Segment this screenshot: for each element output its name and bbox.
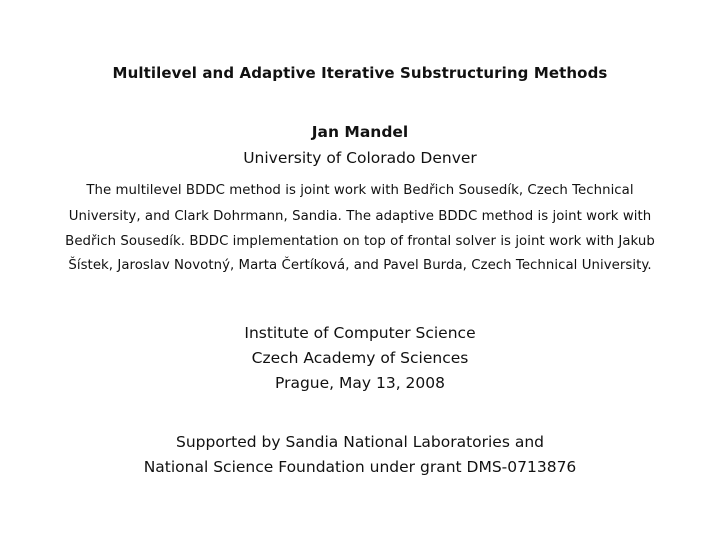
collaboration-line: Šístek, Jaroslav Novotný, Marta Čertíková, and Pavel Burda, Czech Technical University. xyxy=(68,258,652,273)
venue-institute: Institute of Computer Science xyxy=(244,324,476,342)
support-line: Supported by Sandia National Laboratories and xyxy=(175,433,545,451)
support-line: National Science Foundation under grant DMS-0713876 xyxy=(143,458,577,476)
venue-academy: Czech Academy of Sciences xyxy=(251,349,469,367)
slide-title: Multilevel and Adaptive Iterative Substructuring Methods xyxy=(112,64,608,82)
author-affiliation: University of Colorado Denver xyxy=(243,149,477,167)
author-name: Jan Mandel xyxy=(311,123,409,141)
collaboration-line: Bedřich Sousedík. BDDC implementation on top of frontal solver is joint work with Jakub xyxy=(65,234,655,249)
collaboration-line: The multilevel BDDC method is joint work with Bedřich Sousedík, Czech Technical xyxy=(86,183,634,198)
collaboration-line: University, and Clark Dohrmann, Sandia. The adaptive BDDC method is joint work with xyxy=(68,209,652,224)
venue-place-date: Prague, May 13, 2008 xyxy=(275,374,445,392)
